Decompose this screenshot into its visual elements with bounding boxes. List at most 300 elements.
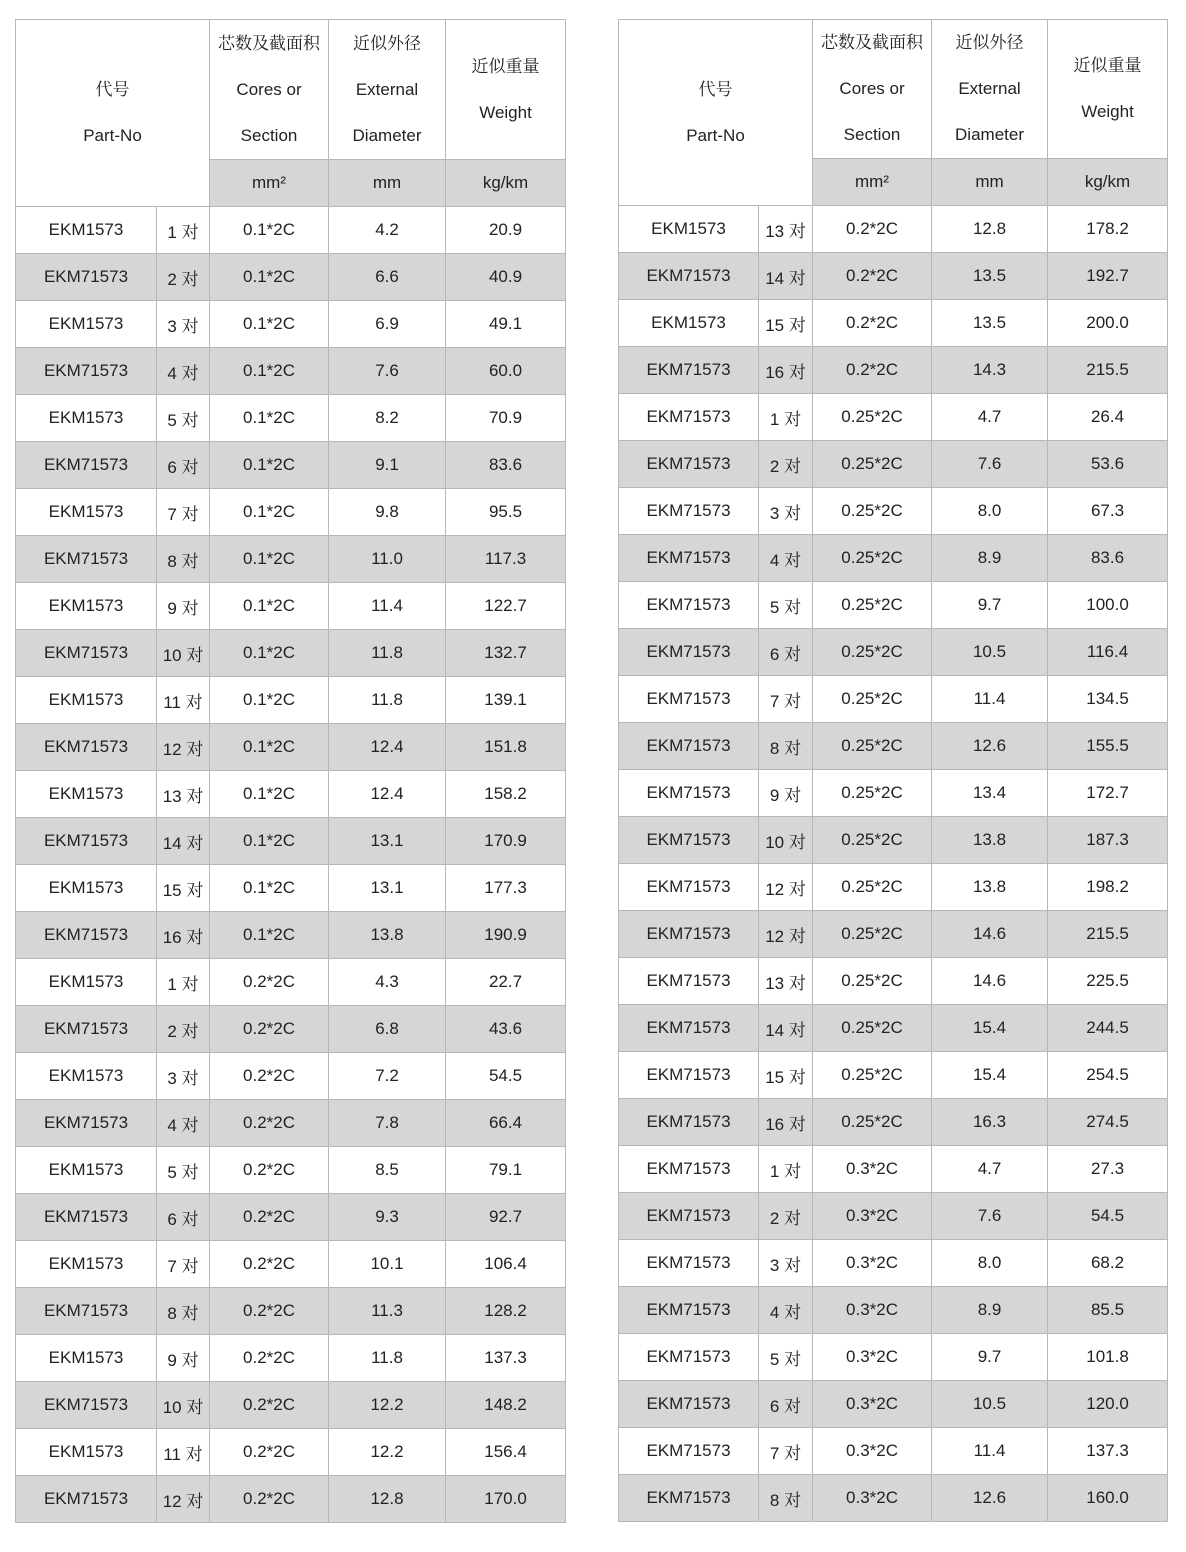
unit-weight: kg/km bbox=[446, 160, 566, 207]
diameter-cell: 11.8 bbox=[329, 1335, 446, 1382]
table-row bbox=[619, 1052, 1168, 1099]
part-no-cell: EKM71573 bbox=[16, 1006, 157, 1053]
table-row bbox=[619, 441, 1168, 488]
weight-cell: 101.8 bbox=[1048, 1334, 1168, 1381]
part-no-cell: EKM71573 bbox=[619, 911, 759, 958]
header-cores-en2: Section bbox=[240, 125, 298, 145]
weight-cell: 215.5 bbox=[1048, 911, 1168, 958]
cores-section-cell: 0.25*2C bbox=[813, 582, 932, 629]
part-no-cell: EKM71573 bbox=[619, 770, 759, 817]
cores-section-cell: 0.3*2C bbox=[813, 1475, 932, 1522]
pairs-cell: 4 对 bbox=[157, 348, 210, 395]
weight-cell: 20.9 bbox=[446, 207, 566, 254]
pairs-cell: 4 对 bbox=[759, 1287, 813, 1334]
cores-section-cell: 0.1*2C bbox=[210, 724, 329, 771]
cores-section-cell: 0.2*2C bbox=[813, 347, 932, 394]
diameter-cell: 7.2 bbox=[329, 1053, 446, 1100]
weight-cell: 274.5 bbox=[1048, 1099, 1168, 1146]
cores-section-cell: 0.25*2C bbox=[813, 629, 932, 676]
cores-section-cell: 0.2*2C bbox=[210, 1006, 329, 1053]
pairs-cell: 4 对 bbox=[759, 535, 813, 582]
pairs-cell: 8 对 bbox=[157, 536, 210, 583]
cores-section-cell: 0.3*2C bbox=[813, 1334, 932, 1381]
weight-cell: 49.1 bbox=[446, 301, 566, 348]
weight-cell: 170.0 bbox=[446, 1476, 566, 1523]
pairs-cell: 1 对 bbox=[157, 207, 210, 254]
part-no-cell: EKM71573 bbox=[619, 1240, 759, 1287]
table-row bbox=[619, 1193, 1168, 1240]
part-no-cell: EKM1573 bbox=[16, 677, 157, 724]
table-row bbox=[16, 1100, 566, 1147]
weight-cell: 27.3 bbox=[1048, 1146, 1168, 1193]
header-diameter-en2: Diameter bbox=[352, 125, 422, 145]
table-row bbox=[619, 1005, 1168, 1052]
table-row bbox=[619, 817, 1168, 864]
weight-cell: 83.6 bbox=[1048, 535, 1168, 582]
cores-section-cell: 0.2*2C bbox=[210, 1147, 329, 1194]
part-no-cell: EKM1573 bbox=[16, 583, 157, 630]
cores-section-cell: 0.2*2C bbox=[813, 206, 932, 253]
part-no-cell: EKM71573 bbox=[16, 724, 157, 771]
header-cores-en2: Section bbox=[843, 125, 901, 144]
pairs-cell: 11 对 bbox=[157, 1429, 210, 1476]
header-diameter-cn: 近似外径 bbox=[353, 33, 422, 53]
part-no-cell: EKM1573 bbox=[16, 489, 157, 536]
table-row bbox=[16, 677, 566, 724]
table-row bbox=[619, 535, 1168, 582]
table-row bbox=[16, 818, 566, 865]
part-no-cell: EKM71573 bbox=[16, 912, 157, 959]
header-cores bbox=[210, 20, 329, 160]
weight-cell: 151.8 bbox=[446, 724, 566, 771]
pairs-cell: 4 对 bbox=[157, 1100, 210, 1147]
pairs-cell: 6 对 bbox=[759, 1381, 813, 1428]
part-no-cell: EKM71573 bbox=[619, 676, 759, 723]
pairs-cell: 8 对 bbox=[759, 1475, 813, 1522]
pairs-cell: 1 对 bbox=[157, 959, 210, 1006]
table-row bbox=[619, 253, 1168, 300]
cores-section-cell: 0.1*2C bbox=[210, 771, 329, 818]
diameter-cell: 11.4 bbox=[932, 1428, 1048, 1475]
table-row bbox=[16, 1382, 566, 1429]
pairs-cell: 1 对 bbox=[759, 394, 813, 441]
header-weight bbox=[1048, 20, 1168, 159]
cores-section-cell: 0.1*2C bbox=[210, 630, 329, 677]
table-row bbox=[16, 536, 566, 583]
header-diameter bbox=[329, 20, 446, 160]
cores-section-cell: 0.1*2C bbox=[210, 536, 329, 583]
cores-section-cell: 0.3*2C bbox=[813, 1146, 932, 1193]
cores-section-cell: 0.25*2C bbox=[813, 817, 932, 864]
table-row bbox=[16, 489, 566, 536]
diameter-cell: 9.1 bbox=[329, 442, 446, 489]
part-no-cell: EKM71573 bbox=[619, 1381, 759, 1428]
pairs-cell: 9 对 bbox=[759, 770, 813, 817]
unit-cores: mm² bbox=[813, 159, 932, 206]
diameter-cell: 11.0 bbox=[329, 536, 446, 583]
part-no-cell: EKM71573 bbox=[619, 1193, 759, 1240]
cores-section-cell: 0.2*2C bbox=[210, 1335, 329, 1382]
cores-section-cell: 0.1*2C bbox=[210, 348, 329, 395]
pairs-cell: 7 对 bbox=[759, 1428, 813, 1475]
part-no-cell: EKM71573 bbox=[619, 441, 759, 488]
part-no-cell: EKM1573 bbox=[16, 301, 157, 348]
table-row bbox=[619, 347, 1168, 394]
diameter-cell: 6.8 bbox=[329, 1006, 446, 1053]
part-no-cell: EKM1573 bbox=[619, 206, 759, 253]
diameter-cell: 10.1 bbox=[329, 1241, 446, 1288]
part-no-cell: EKM71573 bbox=[619, 488, 759, 535]
diameter-cell: 12.4 bbox=[329, 724, 446, 771]
part-no-cell: EKM1573 bbox=[16, 1429, 157, 1476]
diameter-cell: 9.3 bbox=[329, 1194, 446, 1241]
cores-section-cell: 0.3*2C bbox=[813, 1428, 932, 1475]
part-no-cell: EKM71573 bbox=[619, 582, 759, 629]
part-no-cell: EKM71573 bbox=[16, 442, 157, 489]
diameter-cell: 12.6 bbox=[932, 723, 1048, 770]
table-row bbox=[619, 864, 1168, 911]
weight-cell: 225.5 bbox=[1048, 958, 1168, 1005]
diameter-cell: 13.8 bbox=[932, 864, 1048, 911]
part-no-cell: EKM71573 bbox=[619, 535, 759, 582]
table-row bbox=[619, 1287, 1168, 1334]
weight-cell: 156.4 bbox=[446, 1429, 566, 1476]
cores-section-cell: 0.2*2C bbox=[210, 1194, 329, 1241]
cores-section-cell: 0.1*2C bbox=[210, 912, 329, 959]
weight-cell: 134.5 bbox=[1048, 676, 1168, 723]
weight-cell: 172.7 bbox=[1048, 770, 1168, 817]
weight-cell: 190.9 bbox=[446, 912, 566, 959]
table-row bbox=[619, 1381, 1168, 1428]
part-no-cell: EKM71573 bbox=[16, 818, 157, 865]
part-no-cell: EKM1573 bbox=[16, 1147, 157, 1194]
part-no-cell: EKM71573 bbox=[16, 1288, 157, 1335]
pairs-cell: 10 对 bbox=[157, 630, 210, 677]
header-weight-en: Weight bbox=[1081, 102, 1134, 121]
diameter-cell: 6.9 bbox=[329, 301, 446, 348]
weight-cell: 92.7 bbox=[446, 1194, 566, 1241]
header-part-en: Part-No bbox=[686, 125, 745, 145]
header-cores-cn: 芯数及截面积 bbox=[821, 33, 924, 52]
part-no-cell: EKM71573 bbox=[619, 958, 759, 1005]
diameter-cell: 12.8 bbox=[329, 1476, 446, 1523]
weight-cell: 95.5 bbox=[446, 489, 566, 536]
table-row bbox=[619, 1334, 1168, 1381]
part-no-cell: EKM71573 bbox=[16, 536, 157, 583]
table-row bbox=[619, 723, 1168, 770]
cores-section-cell: 0.1*2C bbox=[210, 865, 329, 912]
weight-cell: 120.0 bbox=[1048, 1381, 1168, 1428]
part-no-cell: EKM1573 bbox=[619, 300, 759, 347]
pairs-cell: 5 对 bbox=[759, 582, 813, 629]
pairs-cell: 16 对 bbox=[759, 347, 813, 394]
table-row bbox=[16, 1053, 566, 1100]
diameter-cell: 13.8 bbox=[932, 817, 1048, 864]
diameter-cell: 10.5 bbox=[932, 629, 1048, 676]
weight-cell: 67.3 bbox=[1048, 488, 1168, 535]
table-row bbox=[619, 911, 1168, 958]
weight-cell: 54.5 bbox=[446, 1053, 566, 1100]
cores-section-cell: 0.2*2C bbox=[813, 300, 932, 347]
cores-section-cell: 0.2*2C bbox=[210, 1053, 329, 1100]
part-no-cell: EKM1573 bbox=[16, 771, 157, 818]
cores-section-cell: 0.2*2C bbox=[210, 1429, 329, 1476]
cores-section-cell: 0.25*2C bbox=[813, 770, 932, 817]
header-weight-cn: 近似重量 bbox=[471, 56, 540, 76]
header-diameter-en2: Diameter bbox=[955, 125, 1024, 144]
cores-section-cell: 0.2*2C bbox=[210, 959, 329, 1006]
cores-section-cell: 0.25*2C bbox=[813, 676, 932, 723]
cores-section-cell: 0.3*2C bbox=[813, 1287, 932, 1334]
pairs-cell: 6 对 bbox=[157, 1194, 210, 1241]
table-row bbox=[619, 1146, 1168, 1193]
table-row bbox=[16, 207, 566, 254]
pairs-cell: 13 对 bbox=[759, 206, 813, 253]
table-row bbox=[16, 1006, 566, 1053]
table-row bbox=[619, 1428, 1168, 1475]
part-no-cell: EKM71573 bbox=[619, 1146, 759, 1193]
cores-section-cell: 0.3*2C bbox=[813, 1381, 932, 1428]
pairs-cell: 2 对 bbox=[759, 441, 813, 488]
pairs-cell: 2 对 bbox=[157, 1006, 210, 1053]
diameter-cell: 4.2 bbox=[329, 207, 446, 254]
diameter-cell: 12.6 bbox=[932, 1475, 1048, 1522]
pairs-cell: 15 对 bbox=[759, 300, 813, 347]
diameter-cell: 12.2 bbox=[329, 1382, 446, 1429]
part-no-cell: EKM71573 bbox=[619, 253, 759, 300]
cores-section-cell: 0.1*2C bbox=[210, 677, 329, 724]
unit-weight: kg/km bbox=[1048, 159, 1168, 206]
weight-cell: 122.7 bbox=[446, 583, 566, 630]
part-no-cell: EKM71573 bbox=[619, 1475, 759, 1522]
weight-cell: 79.1 bbox=[446, 1147, 566, 1194]
pairs-cell: 14 对 bbox=[759, 1005, 813, 1052]
diameter-cell: 8.2 bbox=[329, 395, 446, 442]
cores-section-cell: 0.25*2C bbox=[813, 1052, 932, 1099]
table-row bbox=[16, 771, 566, 818]
table-row bbox=[16, 1429, 566, 1476]
weight-cell: 160.0 bbox=[1048, 1475, 1168, 1522]
pairs-cell: 6 对 bbox=[759, 629, 813, 676]
table-row bbox=[16, 959, 566, 1006]
table-row bbox=[16, 1194, 566, 1241]
part-no-cell: EKM1573 bbox=[16, 207, 157, 254]
diameter-cell: 4.7 bbox=[932, 1146, 1048, 1193]
diameter-cell: 11.3 bbox=[329, 1288, 446, 1335]
cores-section-cell: 0.2*2C bbox=[210, 1241, 329, 1288]
weight-cell: 155.5 bbox=[1048, 723, 1168, 770]
pairs-cell: 9 对 bbox=[157, 1335, 210, 1382]
part-no-cell: EKM71573 bbox=[619, 629, 759, 676]
diameter-cell: 15.4 bbox=[932, 1052, 1048, 1099]
pairs-cell: 9 对 bbox=[157, 583, 210, 630]
diameter-cell: 13.1 bbox=[329, 818, 446, 865]
part-no-cell: EKM1573 bbox=[16, 1241, 157, 1288]
pairs-cell: 15 对 bbox=[759, 1052, 813, 1099]
cores-section-cell: 0.2*2C bbox=[210, 1382, 329, 1429]
table-row bbox=[16, 1241, 566, 1288]
weight-cell: 43.6 bbox=[446, 1006, 566, 1053]
weight-cell: 177.3 bbox=[446, 865, 566, 912]
part-no-cell: EKM71573 bbox=[619, 1052, 759, 1099]
weight-cell: 106.4 bbox=[446, 1241, 566, 1288]
weight-cell: 53.6 bbox=[1048, 441, 1168, 488]
weight-cell: 158.2 bbox=[446, 771, 566, 818]
pairs-cell: 3 对 bbox=[759, 1240, 813, 1287]
diameter-cell: 11.8 bbox=[329, 677, 446, 724]
table-row bbox=[619, 676, 1168, 723]
weight-cell: 117.3 bbox=[446, 536, 566, 583]
weight-cell: 100.0 bbox=[1048, 582, 1168, 629]
table-row bbox=[619, 629, 1168, 676]
table-row bbox=[16, 1335, 566, 1382]
table-row bbox=[16, 442, 566, 489]
cores-section-cell: 0.1*2C bbox=[210, 818, 329, 865]
part-no-cell: EKM71573 bbox=[619, 817, 759, 864]
diameter-cell: 11.4 bbox=[329, 583, 446, 630]
weight-cell: 192.7 bbox=[1048, 253, 1168, 300]
cores-section-cell: 0.2*2C bbox=[210, 1100, 329, 1147]
header-diameter bbox=[932, 20, 1048, 159]
table-row bbox=[16, 724, 566, 771]
pairs-cell: 11 对 bbox=[157, 677, 210, 724]
table-row bbox=[619, 206, 1168, 253]
spec-table-right bbox=[618, 19, 1168, 1522]
table-row bbox=[16, 912, 566, 959]
diameter-cell: 9.7 bbox=[932, 582, 1048, 629]
cores-section-cell: 0.1*2C bbox=[210, 583, 329, 630]
unit-cores: mm² bbox=[210, 160, 329, 207]
pairs-cell: 16 对 bbox=[759, 1099, 813, 1146]
diameter-cell: 16.3 bbox=[932, 1099, 1048, 1146]
pairs-cell: 8 对 bbox=[157, 1288, 210, 1335]
cores-section-cell: 0.25*2C bbox=[813, 1099, 932, 1146]
cores-section-cell: 0.25*2C bbox=[813, 864, 932, 911]
diameter-cell: 4.3 bbox=[329, 959, 446, 1006]
cores-section-cell: 0.25*2C bbox=[813, 911, 932, 958]
table-row bbox=[16, 630, 566, 677]
pairs-cell: 2 对 bbox=[759, 1193, 813, 1240]
pairs-cell: 3 对 bbox=[157, 1053, 210, 1100]
table-row bbox=[619, 300, 1168, 347]
part-no-cell: EKM71573 bbox=[619, 1099, 759, 1146]
part-no-cell: EKM71573 bbox=[16, 348, 157, 395]
diameter-cell: 13.4 bbox=[932, 770, 1048, 817]
table-row bbox=[16, 348, 566, 395]
diameter-cell: 4.7 bbox=[932, 394, 1048, 441]
pairs-cell: 5 对 bbox=[157, 395, 210, 442]
diameter-cell: 7.6 bbox=[329, 348, 446, 395]
cores-section-cell: 0.1*2C bbox=[210, 489, 329, 536]
pairs-cell: 10 对 bbox=[759, 817, 813, 864]
weight-cell: 178.2 bbox=[1048, 206, 1168, 253]
weight-cell: 116.4 bbox=[1048, 629, 1168, 676]
pairs-cell: 13 对 bbox=[759, 958, 813, 1005]
weight-cell: 139.1 bbox=[446, 677, 566, 724]
weight-cell: 198.2 bbox=[1048, 864, 1168, 911]
weight-cell: 83.6 bbox=[446, 442, 566, 489]
pairs-cell: 5 对 bbox=[157, 1147, 210, 1194]
header-weight-cn: 近似重量 bbox=[1073, 56, 1142, 75]
table-row bbox=[16, 254, 566, 301]
part-no-cell: EKM71573 bbox=[619, 1287, 759, 1334]
diameter-cell: 12.2 bbox=[329, 1429, 446, 1476]
header-cores-cn: 芯数及截面积 bbox=[218, 33, 321, 53]
pairs-cell: 12 对 bbox=[759, 911, 813, 958]
diameter-cell: 11.8 bbox=[329, 630, 446, 677]
cores-section-cell: 0.3*2C bbox=[813, 1193, 932, 1240]
cores-section-cell: 0.25*2C bbox=[813, 535, 932, 582]
diameter-cell: 13.8 bbox=[329, 912, 446, 959]
diameter-cell: 8.9 bbox=[932, 535, 1048, 582]
part-no-cell: EKM71573 bbox=[619, 723, 759, 770]
pairs-cell: 10 对 bbox=[157, 1382, 210, 1429]
part-no-cell: EKM71573 bbox=[16, 630, 157, 677]
weight-cell: 254.5 bbox=[1048, 1052, 1168, 1099]
cores-section-cell: 0.25*2C bbox=[813, 441, 932, 488]
pairs-cell: 5 对 bbox=[759, 1334, 813, 1381]
diameter-cell: 10.5 bbox=[932, 1381, 1048, 1428]
cores-section-cell: 0.1*2C bbox=[210, 254, 329, 301]
weight-cell: 137.3 bbox=[1048, 1428, 1168, 1475]
cores-section-cell: 0.1*2C bbox=[210, 395, 329, 442]
pairs-cell: 3 对 bbox=[157, 301, 210, 348]
header-part-en: Part-No bbox=[83, 126, 142, 145]
table-row bbox=[619, 582, 1168, 629]
part-no-cell: EKM1573 bbox=[16, 1053, 157, 1100]
header-weight bbox=[446, 20, 566, 160]
cores-section-cell: 0.2*2C bbox=[210, 1288, 329, 1335]
weight-cell: 54.5 bbox=[1048, 1193, 1168, 1240]
diameter-cell: 7.6 bbox=[932, 441, 1048, 488]
part-no-cell: EKM71573 bbox=[619, 347, 759, 394]
part-no-cell: EKM1573 bbox=[16, 959, 157, 1006]
pairs-cell: 6 对 bbox=[157, 442, 210, 489]
diameter-cell: 6.6 bbox=[329, 254, 446, 301]
weight-cell: 148.2 bbox=[446, 1382, 566, 1429]
header-part-no bbox=[16, 20, 210, 207]
diameter-cell: 8.0 bbox=[932, 488, 1048, 535]
table-row bbox=[619, 770, 1168, 817]
weight-cell: 70.9 bbox=[446, 395, 566, 442]
weight-cell: 170.9 bbox=[446, 818, 566, 865]
part-no-cell: EKM71573 bbox=[16, 1100, 157, 1147]
pairs-cell: 16 对 bbox=[157, 912, 210, 959]
weight-cell: 68.2 bbox=[1048, 1240, 1168, 1287]
header-diameter-cn: 近似外径 bbox=[955, 33, 1024, 52]
header-cores-en1: Cores or bbox=[236, 79, 302, 99]
table-row bbox=[619, 394, 1168, 441]
cores-section-cell: 0.1*2C bbox=[210, 442, 329, 489]
weight-cell: 200.0 bbox=[1048, 300, 1168, 347]
pairs-cell: 3 对 bbox=[759, 488, 813, 535]
part-no-cell: EKM71573 bbox=[619, 1428, 759, 1475]
unit-diameter: mm bbox=[932, 159, 1048, 206]
pairs-cell: 14 对 bbox=[759, 253, 813, 300]
unit-diameter: mm bbox=[329, 160, 446, 207]
table-row bbox=[619, 958, 1168, 1005]
weight-cell: 26.4 bbox=[1048, 394, 1168, 441]
pairs-cell: 13 对 bbox=[157, 771, 210, 818]
pairs-cell: 12 对 bbox=[157, 1476, 210, 1523]
cores-section-cell: 0.25*2C bbox=[813, 488, 932, 535]
table-row bbox=[16, 583, 566, 630]
table-row bbox=[16, 301, 566, 348]
pairs-cell: 8 对 bbox=[759, 723, 813, 770]
header-cores-en1: Cores or bbox=[839, 79, 905, 98]
cores-section-cell: 0.3*2C bbox=[813, 1240, 932, 1287]
pairs-cell: 7 对 bbox=[759, 676, 813, 723]
